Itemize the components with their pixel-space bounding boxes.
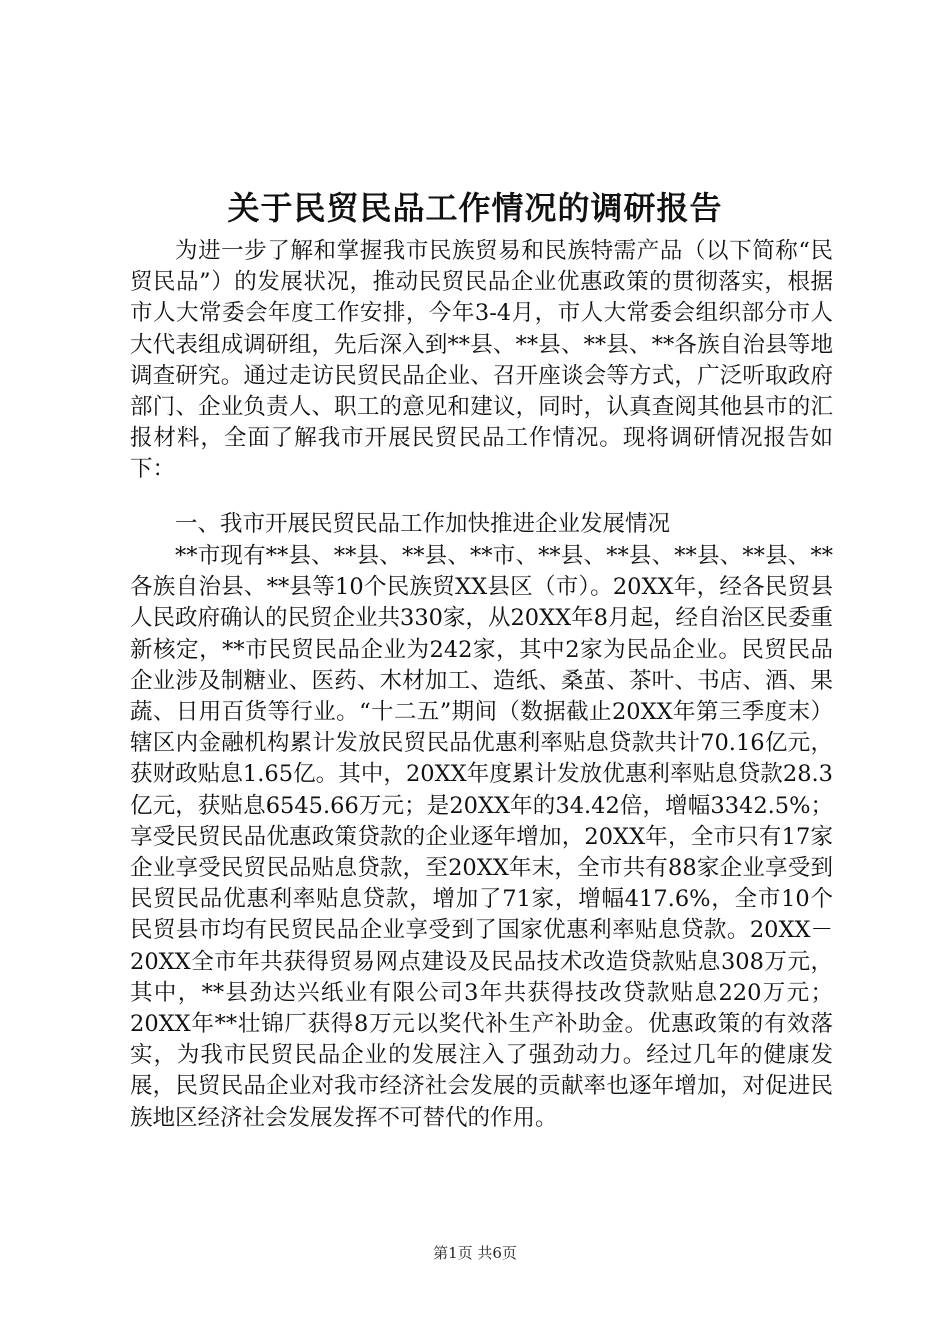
intro-paragraph: 为进一步了解和掌握我市民族贸易和民族特需产品（以下简称“民贸民品”）的发展状况，推动民贸民品企业优惠政策的贯彻落实，根据市人大常委会年度工作安排，今年3-4月，市人大常委会组织部分市人大代表组成调研组，先后深入到**县、**县、**县、**各族自治县等地调查研究。通过走访民贸民品企业、召开座谈会等方式，广泛听取政府部门、企业负责人、职工的意见和建议，同时，认真查阅其他县市的汇报材料，全面了解我市开展民贸民品工作情况。现将调研情况报告如下： (130, 238, 833, 483)
document-title: 关于民贸民品工作情况的调研报告 (227, 189, 723, 227)
section-paragraph: **市现有**县、**县、**县、**市、**县、**县、**县、**县、**各族自治县、**县等10个民族贸XX县区（市）。20XX年，经各民贸县人民政府确认的民贸企业共330家，从20XX年8月起，经自治区民委重新核定，**市民贸民品企业为242家，其中2家为民品企业。民贸民品企业涉及制糖业、医药、木材加工、造纸、桑茧、茶叶、书店、酒、果蔬、日用百货等行业。“十二五”期间（数据截止20XX年第三季度末）辖区内金融机构累计发放民贸民品优惠利率贴息贷款共计70.16亿元，获财政贴息1.65亿。其中，20XX年度累计发放优惠利率贴息贷款28.3亿元，获贴息6545.66万元；是20XX年的34.42倍，增幅3342.5%；享受民贸民品优惠政策贷款的企业逐年增加，20XX年，全市只有17家企业享受民贸民品贴息贷款，至20XX年末，全市共有88家企业享受到民贸民品优惠利率贴息贷款，增加了71家，增幅417.6%，全市10个民贸县市均有民贸民品企业享受到了国家优惠利率贴息贷款。20XX－20XX全市年共获得贸易网点建设及民品技术改造贷款贴息308万元，其中，**县劲达兴纸业有限公司3年共获得技改贷款贴息220万元；20XX年**壮锦厂获得8万元以奖代补生产补助金。优惠政策的有效落实，为我市民贸民品企业的发展注入了强劲动力。经过几年的健康发展，民贸民品企业对我市经济社会发展的贡献率也逐年增加，对促进民族地区经济社会发展发挥不可替代的作用。 (130, 543, 833, 1131)
section-heading: 一、我市开展民贸民品工作加快推进企业发展情况 (175, 511, 671, 537)
page-indicator: 第1页 共6页 (433, 1244, 517, 1262)
